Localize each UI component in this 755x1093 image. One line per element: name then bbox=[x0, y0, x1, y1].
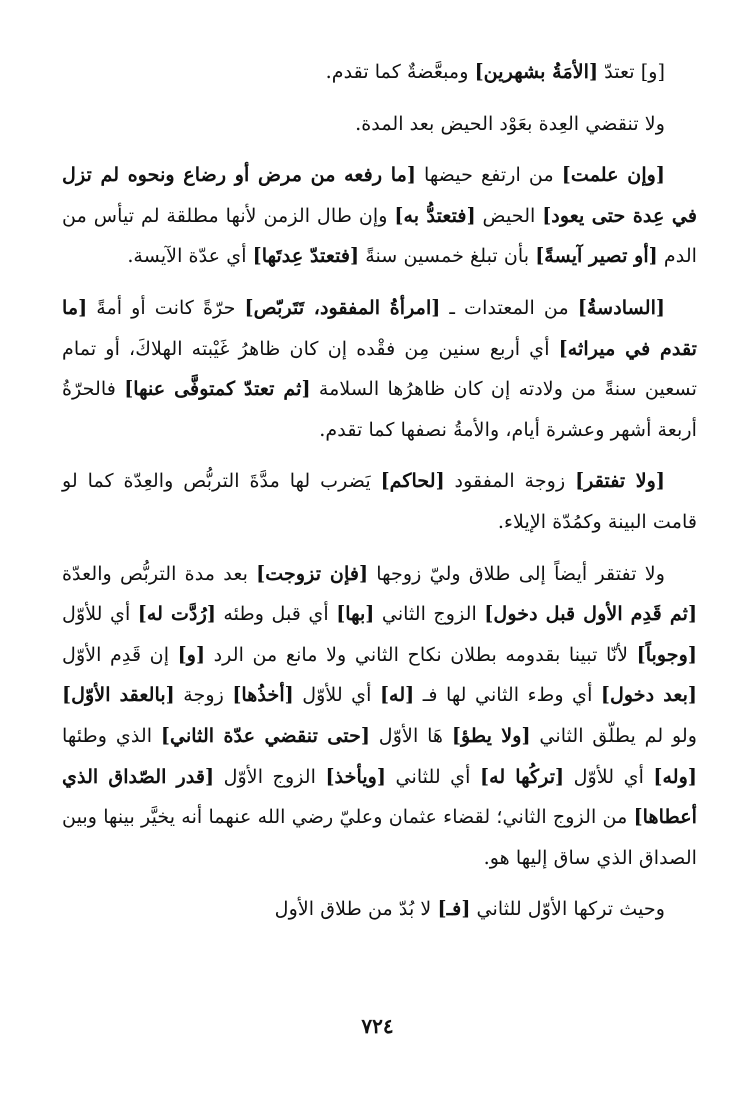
paragraph bbox=[62, 52, 697, 93]
matn-phrase: [حتى تنقضي عدّة الثاني] bbox=[160, 723, 371, 747]
commentary-text: وحيث تركها الأوّل للثاني bbox=[470, 897, 665, 921]
commentary-text: أي للأوّل bbox=[564, 764, 654, 788]
commentary-text: حرّةً كانت أو أمةً bbox=[87, 295, 245, 319]
body-text bbox=[62, 52, 697, 941]
commentary-text: بعد مدة التربُّص والعدّة bbox=[62, 561, 257, 585]
paragraph bbox=[62, 889, 697, 930]
commentary-text: أي قبل وطئه bbox=[215, 602, 337, 626]
commentary-text: فالحرّةُ أربعة أشهر وعشرة أيام، والأمةُ نصفها كما تقدم. bbox=[62, 377, 697, 441]
matn-phrase: [بها] bbox=[336, 602, 375, 626]
commentary-text: من الزوج الثاني؛ لقضاء عثمان وعليّ رضي الله عنهما أنه يخيَّر بينها وبين الصداق الذي ساق إليها هو. bbox=[62, 805, 697, 869]
matn-phrase: [رُدَّت له] bbox=[137, 602, 216, 626]
matn-phrase: [بعد دخول] bbox=[600, 683, 697, 707]
matn-phrase: [وجوباً] bbox=[636, 642, 697, 666]
commentary-text: أي أربع سنين مِن فقْده إن كان ظاهرُ غَيْبته الهلاكَ، أو تمام تسعين سنةً من ولادته إن كان ظاهرُها السلامة bbox=[62, 336, 697, 401]
commentary-text: من المعتدات ـ bbox=[440, 295, 578, 319]
matn-phrase: [وإن علمت] bbox=[561, 163, 665, 187]
matn-phrase: [ويأخذ] bbox=[325, 764, 387, 788]
commentary-text: أي عدّة الآيسة. bbox=[127, 244, 253, 268]
paragraph bbox=[62, 155, 697, 277]
commentary-text: زوجة bbox=[174, 683, 233, 707]
matn-phrase: [ما تقدم في ميراثه] bbox=[62, 295, 697, 360]
matn-phrase: [ثم قَدِم الأول قبل دخول] bbox=[484, 602, 698, 626]
commentary-text: من ارتفع حيضها bbox=[415, 163, 562, 187]
paragraph bbox=[62, 554, 697, 879]
commentary-text: ولو لم يطلّق الثاني bbox=[530, 723, 698, 747]
commentary-text: أي وطء الثاني لها فـ bbox=[414, 683, 601, 707]
matn-phrase: [فإن تزوجت] bbox=[256, 561, 369, 585]
commentary-text: ولا تفتقر أيضاً إلى طلاق وليّ زوجها bbox=[368, 561, 665, 585]
matn-phrase: [أخذُها] bbox=[232, 683, 294, 707]
matn-phrase: [ثم تعتدّ كمتوفَّى عنها] bbox=[124, 377, 311, 401]
matn-phrase: [ما رفعه من مرض أو رضاع ونحوه لم تزل في عِدة حتى يعود] bbox=[62, 163, 698, 227]
matn-phrase: [تركُها له] bbox=[480, 764, 565, 788]
commentary-text: أي للأوّل bbox=[293, 683, 380, 707]
commentary-text: ومبعَّضةٌ كما تقدم. bbox=[325, 60, 475, 83]
commentary-text: إن قَدِم الأوّل bbox=[62, 642, 178, 666]
matn-phrase: [ولا يطؤ] bbox=[451, 723, 531, 747]
commentary-text: هَا الأوّل bbox=[370, 723, 452, 747]
paragraph bbox=[62, 461, 697, 542]
commentary-text: الزوج الأوّل bbox=[214, 764, 326, 788]
commentary-text: يَضرب لها مدَّةَ التربُّص والعِدّة كما لو قامت البينة وكمُدّة الإيلاء. bbox=[62, 469, 697, 533]
matn-phrase: [بالعقد الأوّل] bbox=[62, 683, 175, 707]
commentary-text: الزوج الثاني bbox=[374, 602, 485, 626]
matn-phrase: [فتعتدُّ به] bbox=[394, 203, 476, 227]
paragraph bbox=[62, 288, 697, 450]
matn-phrase: [فتعتدّ عِدتَها] bbox=[252, 244, 360, 268]
commentary-text: [و] تعتدّ bbox=[598, 60, 665, 83]
matn-phrase: [السادسةُ] bbox=[577, 295, 665, 319]
commentary-text: الذي وطئها bbox=[62, 723, 161, 747]
commentary-text: أي للثاني bbox=[386, 764, 480, 788]
matn-phrase: [وله] bbox=[653, 764, 697, 788]
commentary-text: وإن طال الزمن لأنها مطلقة لم تيأس من الدم bbox=[62, 203, 697, 268]
commentary-text: الحيض bbox=[475, 203, 543, 227]
commentary-text: لأنّا تبينا بقدومه بطلان نكاح الثاني ولا مانع من الرد bbox=[205, 642, 637, 666]
commentary-text: ولا تنقضي العِدة بعَوْد الحيض بعد المدة. bbox=[355, 111, 665, 135]
matn-phrase: [الأمَةُ بشهرين] bbox=[474, 60, 599, 83]
matn-phrase: [امرأةُ المفقود، تَتَربّص] bbox=[244, 295, 441, 319]
matn-phrase: [قدر الصّداق الذي أعطاها] bbox=[62, 764, 697, 829]
commentary-text: بأن تبلغ خمسين سنةً bbox=[359, 244, 536, 268]
commentary-text: أي للأوّل bbox=[62, 602, 138, 626]
matn-phrase: [لحاكم] bbox=[380, 469, 445, 493]
page-number: ٧٢٤ bbox=[361, 1014, 394, 1038]
commentary-text: زوجة المفقود bbox=[444, 469, 576, 493]
matn-phrase: [فـ] bbox=[437, 897, 471, 921]
matn-phrase: [ولا تفتقر] bbox=[575, 469, 665, 493]
matn-phrase: [و] bbox=[177, 642, 206, 666]
matn-phrase: [له] bbox=[379, 683, 415, 707]
paragraph bbox=[62, 104, 697, 145]
commentary-text: لا بُدّ من طلاق الأول bbox=[274, 897, 438, 921]
matn-phrase: [أو تصير آيسةً] bbox=[535, 244, 658, 268]
